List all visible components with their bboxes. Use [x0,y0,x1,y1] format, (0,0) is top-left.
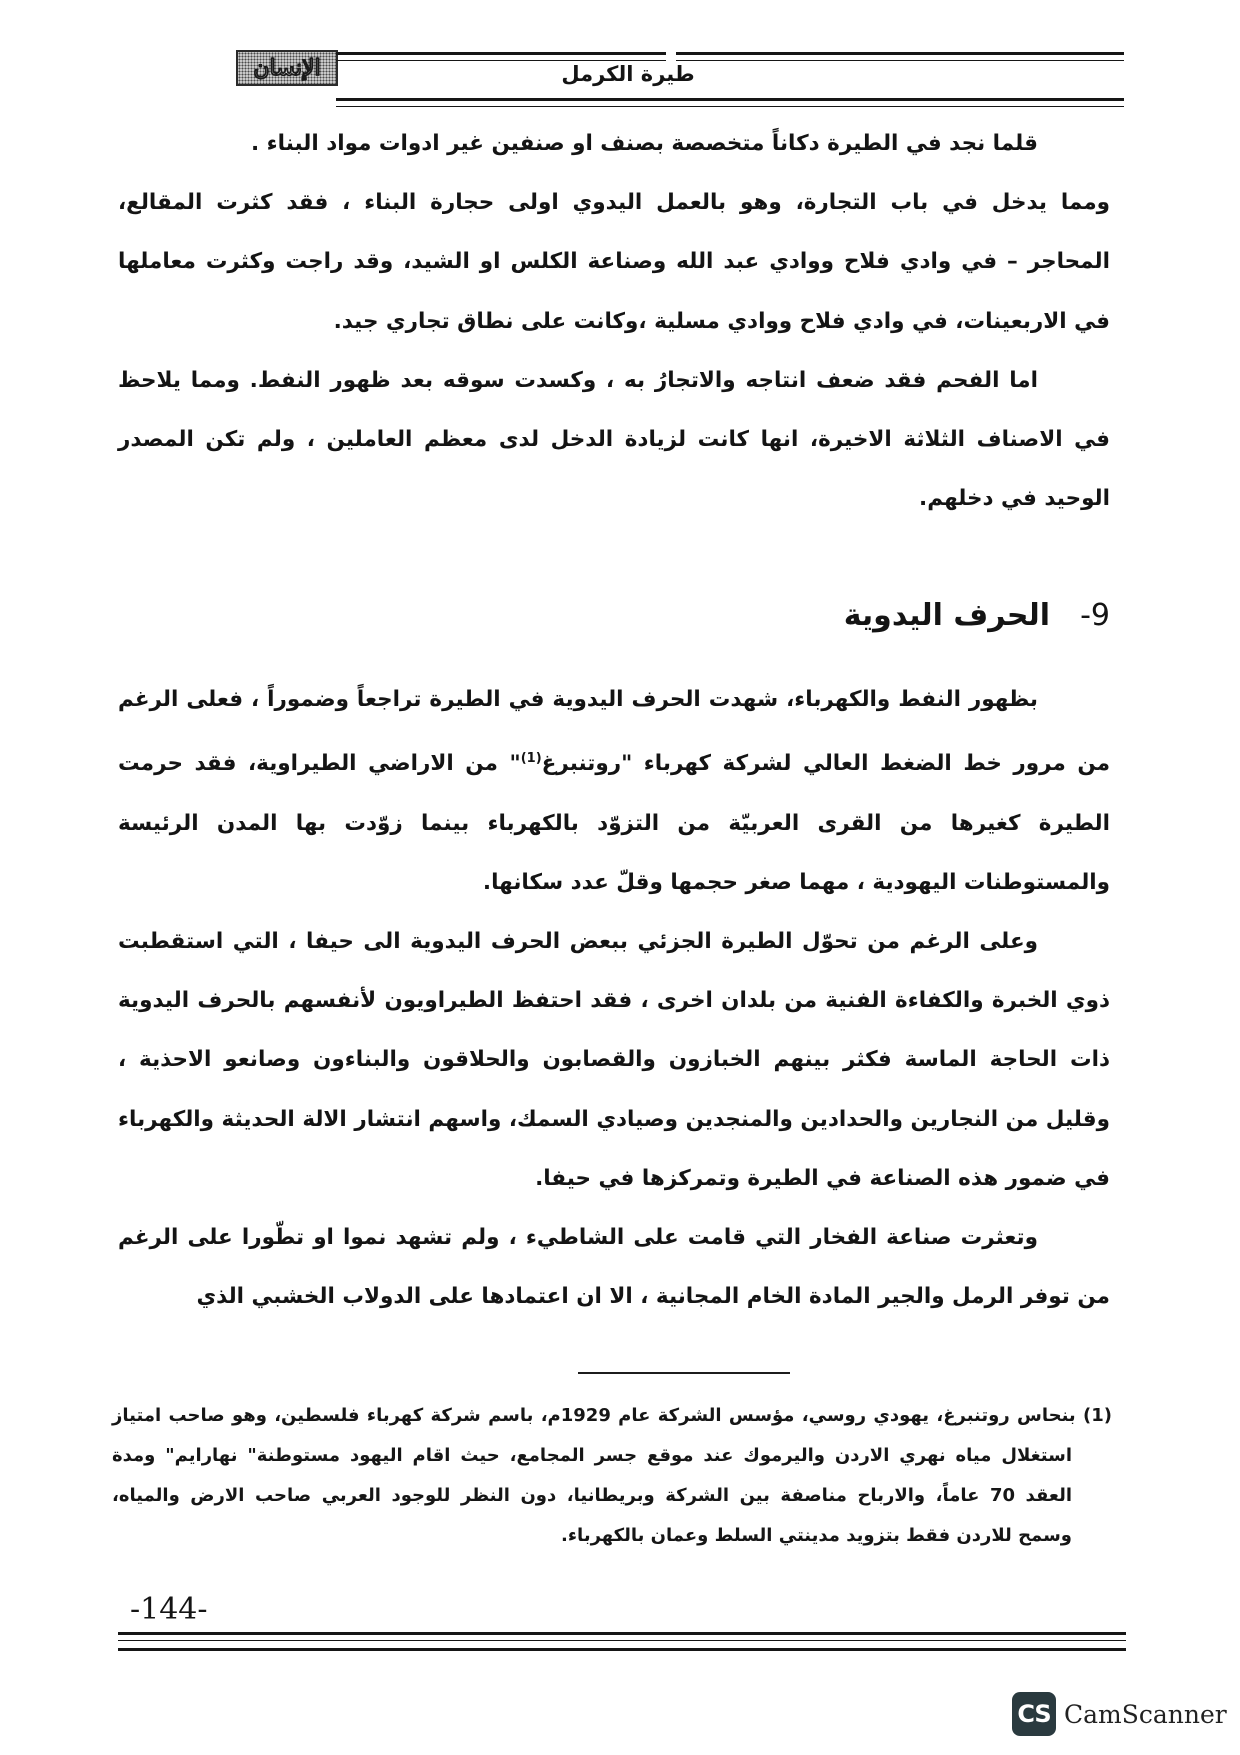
paragraph: ومما يدخل في باب التجارة، وهو بالعمل اليدوي اولى حجارة البناء ، فقد كثرت المقالع، المحاجر – في وادي فلاح ووادي عبد الله وصناعة الكلس او الشيد، وقد راجت وكثرت معاملها في الاربعينات، في وادي فلاح ووادي مسلية ،وكانت على نطاق تجاري جيد. [118,190,1110,334]
page-number: -144- [130,1592,208,1627]
footnote-reference: (1) [520,751,542,767]
footer-rules [118,1632,1126,1662]
paragraph: اما الفحم فقد ضعف انتاجه والاتجارُ به ، وكسدت سوقه بعد ظهور النفط. ومما يلاحظ في الاصناف الثلاثة الاخيرة، انها كانت لزيادة الدخل لدى معظم العاملين ، ولم تكن المصدر الوحيد في دخلهم. [118,367,1110,512]
paragraph-text-start: بظهور النفط والكهرباء، شهدت الحرف اليدوية في الطيرة تراجعاً وضموراً ، فعلى الرغم من مرور خط الضغط العالي لشركة كهرباء "روتنبرغ [118,687,1110,777]
section-title: الحرف اليدوية [843,598,1051,633]
header-rule-right-thin [676,60,1124,61]
book-title-badge: الإنسان [236,50,338,86]
camscanner-name: CamScanner [1064,1699,1227,1729]
footer-rule-second [118,1648,1126,1651]
header-rule-right [676,52,1124,55]
footnote [112,1396,1112,1556]
paragraph: وتعثرت صناعة الفخار التي قامت على الشاطيء ، ولم تشهد نموا او تطّورا على الرغم من توفر الرمل والجير المادة الخام المجانية ، الا ان اعتمادها على الدولاب الخشبي الذي [118,1224,1110,1310]
section-number: -9 [1080,598,1110,633]
footer-rule [118,1632,1126,1635]
header-rule-bottom-thin [336,106,1124,107]
paragraph: وعلى الرغم من تحوّل الطيرة الجزئي ببعض الحرف اليدوية الى حيفا ، التي استقطبت ذوي الخبرة والكفاءة الفنية من بلدان اخرى ، فقد احتفظ الطيراويون لأنفسهم بالحرف اليدوية ذات الحاجة الماسة فكثر بينهم الخبازون والقصابون والحلاقون والبناءون وصانعو الاحذية ، وقليل من النجارين والحدادين والمنجدين وصيادي السمك، واسهم انتشار الالة الحديثة والكهرباء في ضمور هذه الصناعة في الطيرة وتمركزها في حيفا. [118,928,1110,1191]
page-header [118,46,1124,120]
section-heading [844,598,1110,633]
paragraph [118,670,1110,912]
camscanner-logo-icon: CS [1012,1692,1056,1736]
header-rule-left [336,52,666,55]
paragraph: قلما نجد في الطيرة دكاناً متخصصة بصنف او صنفين غير ادوات مواد البناء . [251,131,1038,156]
body-text-top [118,114,1110,528]
header-rule-left-thin [336,60,666,61]
footer-rule-thin [118,1640,1126,1641]
paragraph-text-end: " من الاراضي الطيراوية، فقد حرمت الطيرة كغيرها من القرى العربيّة من التزوّد بالكهرباء بينما زوّدت بها المدن الرئيسة والمستوطنات اليهودية ، مهما صغر حجمها وقلّ عدد سكانها. [118,751,1110,895]
header-rule-bottom [336,98,1124,101]
footnote-separator [578,1372,790,1374]
camscanner-watermark [1012,1692,1227,1736]
body-text-section [118,670,1110,1326]
footnote-text: (1) بنحاس روتنبرغ، يهودي روسي، مؤسس الشركة عام 1929م، باسم شركة كهرباء فلسطين، وهو صاحب امتياز استغلال مياه نهري الاردن واليرموك عند موقع جسر المجامع، حيث اقام اليهود مستوطنة" نهارايم" ومدة العقد 70 عاماً، والارباح مناصفة بين الشركة وبريطانيا، دون النظر للوجود العربي صاحب الارض والمياه، وسمح للاردن فقط بتزويد مدينتي السلط وعمان بالكهرباء. [112,1405,1112,1546]
running-title: طيرة الكرمل [561,62,695,86]
